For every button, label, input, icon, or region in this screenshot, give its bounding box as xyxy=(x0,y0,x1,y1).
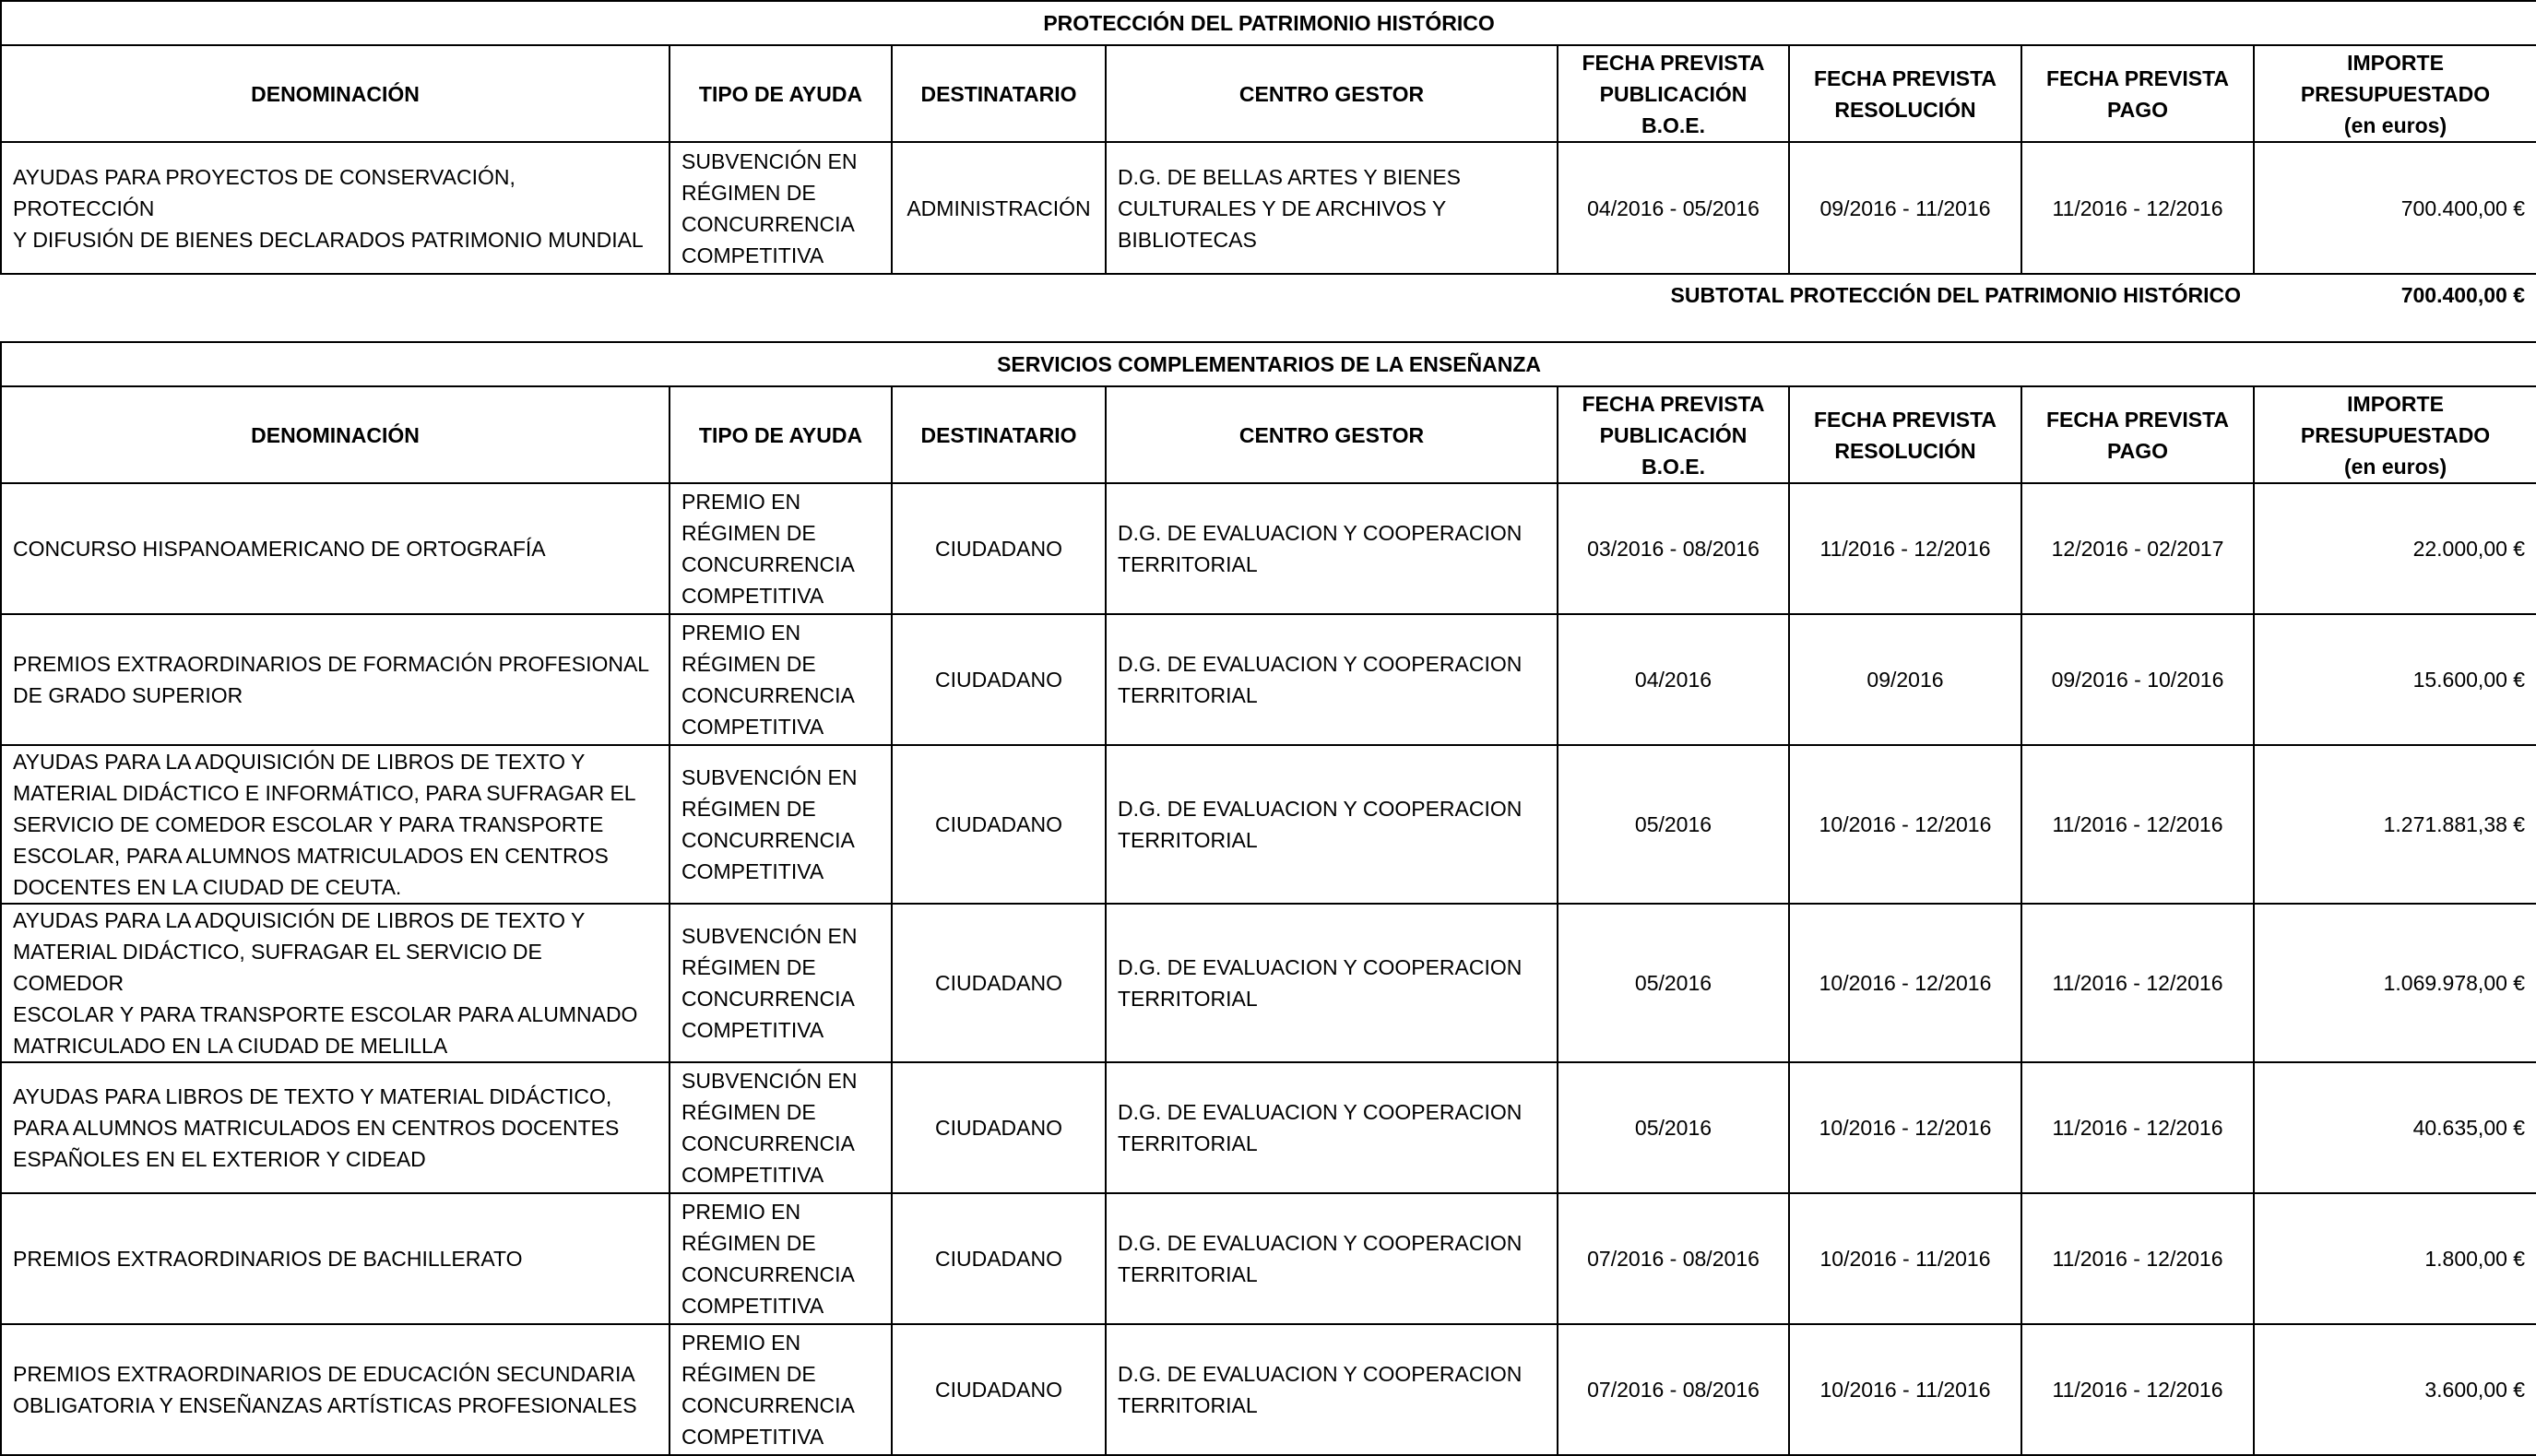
col-header-publicacion: FECHA PREVISTA PUBLICACIÓN B.O.E. xyxy=(1558,386,1789,483)
cell-tipo-ayuda: PREMIO EN RÉGIMEN DE CONCURRENCIA COMPETITIVA xyxy=(670,483,892,614)
cell-tipo-ayuda: SUBVENCIÓN EN RÉGIMEN DE CONCURRENCIA COMPETITIVA xyxy=(670,1062,892,1193)
cell-importe: 40.635,00 € xyxy=(2254,1062,2536,1193)
cell-centro-gestor: D.G. DE EVALUACION Y COOPERACION TERRITORIAL xyxy=(1106,1193,1558,1324)
cell-fecha-publicacion: 04/2016 - 05/2016 xyxy=(1558,142,1789,274)
col-header-tipo: TIPO DE AYUDA xyxy=(670,45,892,142)
cell-destinatario: CIUDADANO xyxy=(892,1193,1106,1324)
cell-tipo-ayuda: SUBVENCIÓN EN RÉGIMEN DE CONCURRENCIA COMPETITIVA xyxy=(670,142,892,274)
cell-fecha-publicacion: 05/2016 xyxy=(1558,904,1789,1062)
table-row xyxy=(1,1193,2536,1324)
cell-fecha-resolucion: 10/2016 - 12/2016 xyxy=(1789,1062,2021,1193)
cell-tipo-ayuda: PREMIO EN RÉGIMEN DE CONCURRENCIA COMPETITIVA xyxy=(670,614,892,745)
table-row xyxy=(1,614,2536,745)
cell-destinatario: CIUDADANO xyxy=(892,1062,1106,1193)
cell-destinatario: CIUDADANO xyxy=(892,483,1106,614)
cell-denominacion: AYUDAS PARA LA ADQUISICIÓN DE LIBROS DE TEXTO Y MATERIAL DIDÁCTICO, SUFRAGAR EL SERVICIO DE COMEDOR ESCOLAR Y PARA TRANSPORTE ESCOLAR PARA ALUMNADO MATRICULADO EN LA CIUDAD DE MELILLA xyxy=(1,904,670,1062)
cell-denominacion: PREMIOS EXTRAORDINARIOS DE BACHILLERATO xyxy=(1,1193,670,1324)
cell-centro-gestor: D.G. DE EVALUACION Y COOPERACION TERRITORIAL xyxy=(1106,745,1558,904)
col-header-denominacion: DENOMINACIÓN xyxy=(1,386,670,483)
col-header-centro: CENTRO GESTOR xyxy=(1106,386,1558,483)
col-header-importe: IMPORTE PRESUPUESTADO (en euros) xyxy=(2254,45,2536,142)
cell-fecha-publicacion: 03/2016 - 08/2016 xyxy=(1558,483,1789,614)
cell-centro-gestor: D.G. DE EVALUACION Y COOPERACION TERRITORIAL xyxy=(1106,1062,1558,1193)
cell-fecha-resolucion: 10/2016 - 11/2016 xyxy=(1789,1324,2021,1455)
cell-fecha-pago: 11/2016 - 12/2016 xyxy=(2021,1062,2254,1193)
col-header-centro: CENTRO GESTOR xyxy=(1106,45,1558,142)
subtotal-value: 700.400,00 € xyxy=(2400,283,2525,307)
table-row xyxy=(1,483,2536,614)
table-row xyxy=(1,142,2536,274)
cell-destinatario: ADMINISTRACIÓN xyxy=(892,142,1106,274)
cell-destinatario: CIUDADANO xyxy=(892,745,1106,904)
cell-tipo-ayuda: PREMIO EN RÉGIMEN DE CONCURRENCIA COMPETITIVA xyxy=(670,1193,892,1324)
cell-fecha-publicacion: 05/2016 xyxy=(1558,745,1789,904)
section-services-table xyxy=(0,341,2536,1456)
column-header-row xyxy=(1,45,2536,142)
cell-importe: 15.600,00 € xyxy=(2254,614,2536,745)
cell-importe: 22.000,00 € xyxy=(2254,483,2536,614)
table-row xyxy=(1,1062,2536,1193)
table-row xyxy=(1,745,2536,904)
column-header-row xyxy=(1,386,2536,483)
cell-fecha-pago: 09/2016 - 10/2016 xyxy=(2021,614,2254,745)
section-title: PROTECCIÓN DEL PATRIMONIO HISTÓRICO xyxy=(1,1,2536,45)
col-header-destinatario: DESTINATARIO xyxy=(892,45,1106,142)
cell-fecha-pago: 12/2016 - 02/2017 xyxy=(2021,483,2254,614)
col-header-destinatario: DESTINATARIO xyxy=(892,386,1106,483)
cell-importe: 1.271.881,38 € xyxy=(2254,745,2536,904)
cell-fecha-pago: 11/2016 - 12/2016 xyxy=(2021,745,2254,904)
col-header-pago: FECHA PREVISTA PAGO xyxy=(2021,386,2254,483)
cell-fecha-resolucion: 11/2016 - 12/2016 xyxy=(1789,483,2021,614)
cell-tipo-ayuda: PREMIO EN RÉGIMEN DE CONCURRENCIA COMPETITIVA xyxy=(670,1324,892,1455)
cell-fecha-resolucion: 10/2016 - 11/2016 xyxy=(1789,1193,2021,1324)
cell-fecha-pago: 11/2016 - 12/2016 xyxy=(2021,904,2254,1062)
col-header-publicacion: FECHA PREVISTA PUBLICACIÓN B.O.E. xyxy=(1558,45,1789,142)
col-header-resolucion: FECHA PREVISTA RESOLUCIÓN xyxy=(1789,45,2021,142)
cell-destinatario: CIUDADANO xyxy=(892,904,1106,1062)
cell-tipo-ayuda: SUBVENCIÓN EN RÉGIMEN DE CONCURRENCIA COMPETITIVA xyxy=(670,745,892,904)
cell-centro-gestor: D.G. DE EVALUACION Y COOPERACION TERRITORIAL xyxy=(1106,483,1558,614)
table-row xyxy=(1,904,2536,1062)
table-row xyxy=(1,1324,2536,1455)
cell-fecha-resolucion: 10/2016 - 12/2016 xyxy=(1789,745,2021,904)
cell-centro-gestor: D.G. DE EVALUACION Y COOPERACION TERRITORIAL xyxy=(1106,614,1558,745)
cell-fecha-publicacion: 07/2016 - 08/2016 xyxy=(1558,1324,1789,1455)
cell-destinatario: CIUDADANO xyxy=(892,1324,1106,1455)
cell-fecha-pago: 11/2016 - 12/2016 xyxy=(2021,142,2254,274)
cell-denominacion: AYUDAS PARA PROYECTOS DE CONSERVACIÓN, PROTECCIÓN Y DIFUSIÓN DE BIENES DECLARADOS PATRIMONIO MUNDIAL xyxy=(1,142,670,274)
subtotal-label: SUBTOTAL PROTECCIÓN DEL PATRIMONIO HISTÓRICO xyxy=(1670,283,2241,307)
col-header-tipo: TIPO DE AYUDA xyxy=(670,386,892,483)
section-protection-table xyxy=(0,0,2536,275)
cell-importe: 1.069.978,00 € xyxy=(2254,904,2536,1062)
cell-denominacion: AYUDAS PARA LA ADQUISICIÓN DE LIBROS DE TEXTO Y MATERIAL DIDÁCTICO E INFORMÁTICO, PARA SUFRAGAR EL SERVICIO DE COMEDOR ESCOLAR Y PARA TRANSPORTE ESCOLAR, PARA ALUMNOS MATRICULADOS EN CENTROS DOCENTES EN LA CIUDAD DE CEUTA. xyxy=(1,745,670,904)
col-header-denominacion: DENOMINACIÓN xyxy=(1,45,670,142)
cell-denominacion: CONCURSO HISPANOAMERICANO DE ORTOGRAFÍA xyxy=(1,483,670,614)
cell-centro-gestor: D.G. DE BELLAS ARTES Y BIENES CULTURALES Y DE ARCHIVOS Y BIBLIOTECAS xyxy=(1106,142,1558,274)
cell-fecha-resolucion: 09/2016 - 11/2016 xyxy=(1789,142,2021,274)
cell-fecha-resolucion: 10/2016 - 12/2016 xyxy=(1789,904,2021,1062)
cell-fecha-pago: 11/2016 - 12/2016 xyxy=(2021,1324,2254,1455)
col-header-importe: IMPORTE PRESUPUESTADO (en euros) xyxy=(2254,386,2536,483)
col-header-resolucion: FECHA PREVISTA RESOLUCIÓN xyxy=(1789,386,2021,483)
cell-denominacion: PREMIOS EXTRAORDINARIOS DE FORMACIÓN PROFESIONAL DE GRADO SUPERIOR xyxy=(1,614,670,745)
cell-denominacion: PREMIOS EXTRAORDINARIOS DE EDUCACIÓN SECUNDARIA OBLIGATORIA Y ENSEÑANZAS ARTÍSTICAS PROFESIONALES xyxy=(1,1324,670,1455)
cell-centro-gestor: D.G. DE EVALUACION Y COOPERACION TERRITORIAL xyxy=(1106,904,1558,1062)
cell-fecha-publicacion: 04/2016 xyxy=(1558,614,1789,745)
cell-centro-gestor: D.G. DE EVALUACION Y COOPERACION TERRITORIAL xyxy=(1106,1324,1558,1455)
section-title: SERVICIOS COMPLEMENTARIOS DE LA ENSEÑANZA xyxy=(1,342,2536,386)
cell-importe: 700.400,00 € xyxy=(2254,142,2536,274)
cell-fecha-resolucion: 09/2016 xyxy=(1789,614,2021,745)
cell-denominacion: AYUDAS PARA LIBROS DE TEXTO Y MATERIAL DIDÁCTICO, PARA ALUMNOS MATRICULADOS EN CENTROS DOCENTES ESPAÑOLES EN EL EXTERIOR Y CIDEAD xyxy=(1,1062,670,1193)
cell-destinatario: CIUDADANO xyxy=(892,614,1106,745)
cell-fecha-publicacion: 07/2016 - 08/2016 xyxy=(1558,1193,1789,1324)
cell-fecha-pago: 11/2016 - 12/2016 xyxy=(2021,1193,2254,1324)
col-header-pago: FECHA PREVISTA PAGO xyxy=(2021,45,2254,142)
cell-importe: 1.800,00 € xyxy=(2254,1193,2536,1324)
cell-importe: 3.600,00 € xyxy=(2254,1324,2536,1455)
cell-tipo-ayuda: SUBVENCIÓN EN RÉGIMEN DE CONCURRENCIA COMPETITIVA xyxy=(670,904,892,1062)
cell-fecha-publicacion: 05/2016 xyxy=(1558,1062,1789,1193)
